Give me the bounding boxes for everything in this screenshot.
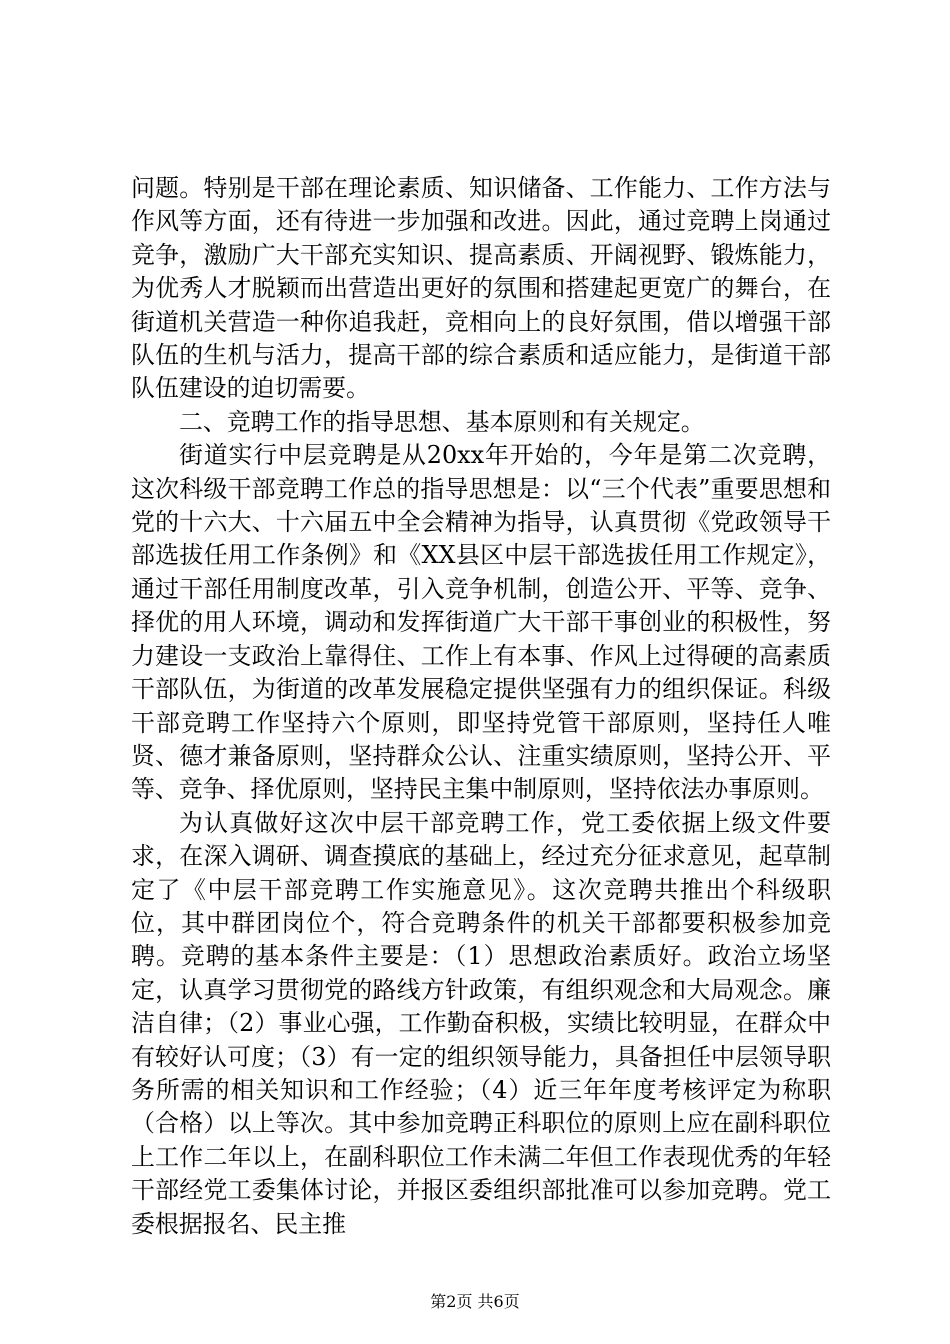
paragraph-conditions: 为认真做好这次中层干部竞聘工作，党工委依据上级文件要求，在深入调研、调查摸底的基础上，经过充分征求意见，起草制定了《中层干部竞聘工作实施意见》。这次竞聘共推出个科级职位，其中群团岗位个，符合竞聘条件的机关干部都要积极参加竞聘。竞聘的基本条件主要是：（1）思想政治素质好。政治立场坚定，认真学习贯彻党的路线方针政策，有组织观念和大局观念。廉洁自律；（2）事业心强，工作勤奋积极，实绩比较明显，在群众中有较好认可度；（3）有一定的组织领导能力，具备担任中层领导职务所需的相关知识和工作经验；（4）近三年年度考核评定为称职（合格）以上等次。其中参加竞聘正科职位的原则上应在副科职位上工作二年以上，在副科职位工作未满二年但工作表现优秀的年轻干部经党工委集体讨论，并报区委组织部批准可以参加竞聘。党工委根据报名、民主推 [131, 808, 831, 1238]
paragraph-guiding-principles: 街道实行中层竞聘是从20xx年开始的，今年是第二次竞聘，这次科级干部竞聘工作总的指导思想是：以“三个代表”重要思想和党的十六大、十六届五中全会精神为指导，认真贯彻《党政领导干部选拔任用工作条例》和《XX县区中层干部选拔任用工作规定》，通过干部任用制度改革，引入竞争机制，创造公开、平等、竞争、择优的用人环境，调动和发挥街道广大干部干事创业的积极性，努力建设一支政治上靠得住、工作上有本事、作风上过得硬的高素质干部队伍，为街道的改革发展稳定提供坚强有力的组织保证。科级干部竞聘工作坚持六个原则，即坚持党管干部原则，坚持任人唯贤、德才兼备原则，坚持群众公认、注重实绩原则，坚持公开、平等、竞争、择优原则，坚持民主集中制原则，坚持依法办事原则。 [131, 441, 831, 804]
page-number-footer: 第2页 共6页 [430, 1292, 520, 1311]
paragraph-continued: 问题。特别是干部在理论素质、知识储备、工作能力、工作方法与作风等方面，还有待进一步加强和改进。因此，通过竞聘上岗通过竞争，激励广大干部充实知识、提高素质、开阔视野、锻炼能力，为优秀人才脱颖而出营造出更好的氛围和搭建起更宽广的舞台，在街道机关营造一种你追我赶，竞相向上的良好氛围，借以增强干部队伍的生机与活力，提高干部的综合素质和适应能力，是街道干部队伍建设的迫切需要。 [131, 174, 831, 403]
section-heading: 二、竞聘工作的指导思想、基本原则和有关规定。 [179, 407, 705, 436]
document-body [131, 172, 831, 1241]
